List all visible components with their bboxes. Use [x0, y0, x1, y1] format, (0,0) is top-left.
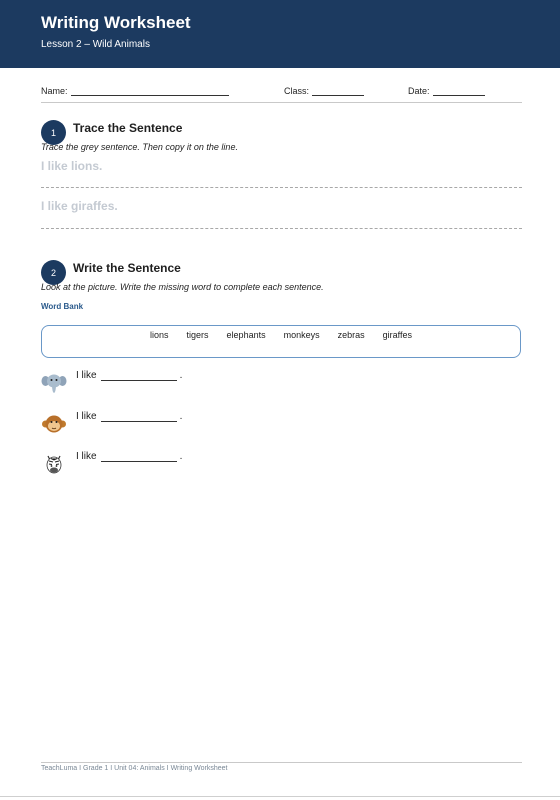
copy-line-2	[41, 228, 522, 229]
worksheet-header	[0, 0, 560, 68]
name-field	[41, 86, 229, 96]
answer-blank-1[interactable]	[101, 370, 177, 381]
footer-divider	[41, 762, 522, 763]
page-bottom-edge	[0, 796, 560, 797]
word-bank-word: elephants	[226, 330, 266, 340]
question-prefix: I like	[76, 411, 97, 422]
date-line	[433, 86, 485, 96]
word-bank-box	[41, 325, 521, 358]
monkey-icon	[41, 411, 67, 437]
answer-blank-2[interactable]	[101, 411, 177, 422]
section-1-title: Trace the Sentence	[73, 121, 183, 135]
elephant-icon	[41, 370, 67, 396]
name-line	[71, 86, 229, 96]
date-label: Date:	[408, 86, 430, 96]
footer-text: TeachLuma I Grade 1 I Unit 04: Animals I Writing Worksheet	[41, 765, 228, 772]
word-bank-word: giraffes	[382, 330, 412, 340]
class-label: Class:	[284, 86, 310, 96]
section-2-instruction: Look at the picture. Write the missing word to complete each sentence.	[41, 282, 324, 292]
class-field	[284, 86, 364, 96]
section-2-number: 2	[41, 260, 66, 285]
question-prefix: I like	[76, 451, 97, 462]
trace-sentence-2: I like giraffes.	[41, 199, 118, 213]
word-bank-word: lions	[150, 330, 169, 340]
word-bank-words	[42, 330, 520, 340]
section-2-title: Write the Sentence	[73, 261, 181, 275]
date-field	[408, 86, 485, 96]
word-bank-word: tigers	[186, 330, 209, 340]
question-row-3	[41, 451, 341, 481]
student-info-row	[41, 83, 522, 103]
word-bank-label: Word Bank	[41, 302, 84, 311]
question-suffix: .	[179, 451, 183, 462]
word-bank-word: zebras	[337, 330, 365, 340]
question-sentence-3	[76, 451, 182, 462]
class-line	[312, 86, 364, 96]
question-prefix: I like	[76, 370, 97, 381]
zebra-icon	[41, 451, 67, 477]
worksheet-title: Writing Worksheet	[41, 13, 191, 32]
answer-blank-3[interactable]	[101, 451, 177, 462]
question-sentence-1	[76, 370, 182, 381]
question-sentence-2	[76, 411, 182, 422]
section-1-number: 1	[41, 120, 66, 145]
question-row-2	[41, 411, 341, 441]
question-suffix: .	[179, 411, 183, 422]
question-suffix: .	[179, 370, 183, 381]
question-row-1	[41, 370, 341, 400]
trace-sentence-1: I like lions.	[41, 159, 103, 173]
word-bank-word: monkeys	[283, 330, 320, 340]
copy-line-1	[41, 187, 522, 188]
section-1-instruction: Trace the grey sentence. Then copy it on the line.	[41, 142, 238, 152]
name-label: Name:	[41, 86, 68, 96]
worksheet-subtitle: Lesson 2 – Wild Animals	[41, 39, 150, 50]
